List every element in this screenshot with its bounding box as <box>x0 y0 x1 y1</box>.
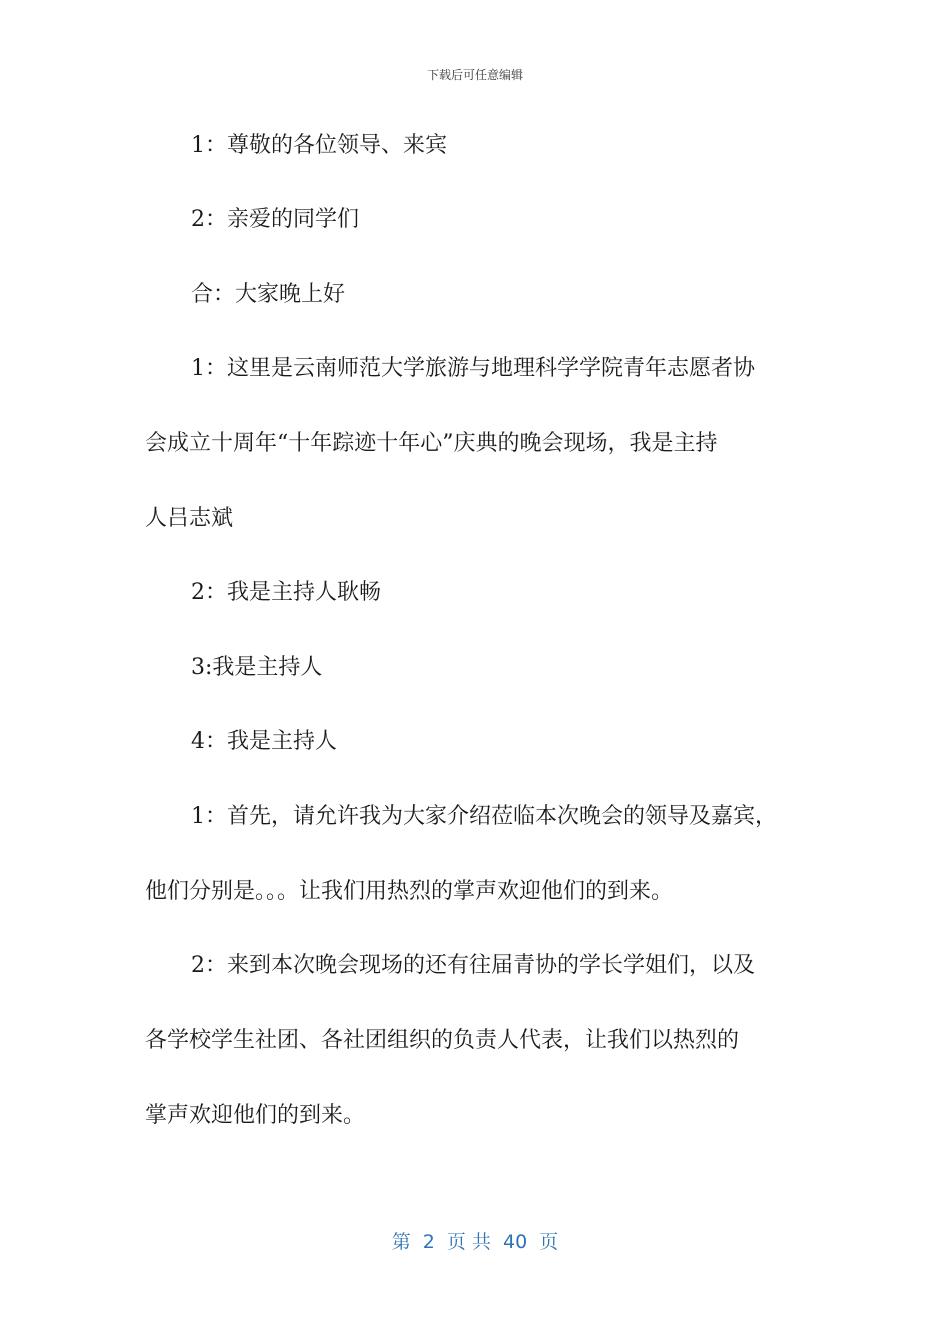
paragraph-line: 1：尊敬的各位领导、来宾 <box>191 133 447 158</box>
paragraph-line: 1：这里是云南师范大学旅游与地理科学学院青年志愿者协 <box>191 356 755 381</box>
paragraph-line: 2：亲爱的同学们 <box>191 207 359 232</box>
paragraph-line: 2：我是主持人耿畅 <box>191 580 381 605</box>
paragraph-line: 掌声欢迎他们的到来。 <box>145 1103 366 1128</box>
paragraph-line: 会成立十周年“十年踪迹十年心”庆典的晚会现场，我是主持 <box>145 431 718 456</box>
paragraph-line: 3:我是主持人 <box>191 655 323 680</box>
paragraph-line: 各学校学生社团、各社团组织的负责人代表，让我们以热烈的 <box>145 1028 740 1053</box>
paragraph-line: 他们分别是。。。让我们用热烈的掌声欢迎他们的到来。 <box>145 879 674 904</box>
paragraph-line: 1：首先，请允许我为大家介绍莅临本次晚会的领导及嘉宾， <box>191 804 777 829</box>
paragraph-line: 人吕志斌 <box>145 506 234 531</box>
paragraph-line: 合：大家晚上好 <box>191 282 346 307</box>
page-number-footer: 第 2 页 共 40 页 <box>391 1231 559 1253</box>
paragraph-line: 4：我是主持人 <box>191 729 337 754</box>
paragraph-line: 2：来到本次晚会现场的还有往届青协的学长学姐们，以及 <box>191 953 755 978</box>
page-header-note: 下载后可任意编辑 <box>426 68 523 82</box>
